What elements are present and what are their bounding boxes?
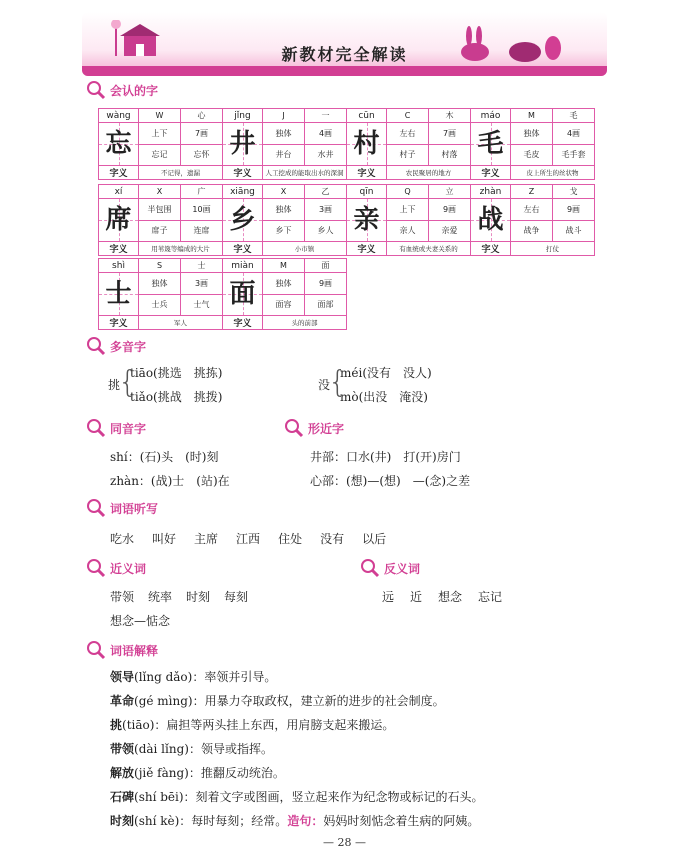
capital: W: [139, 109, 181, 123]
ziyi-label: 字义: [99, 166, 139, 180]
structure: 独体: [263, 123, 305, 145]
fanyi-word: 忘记: [478, 590, 503, 604]
jinyi-word: 时刻: [186, 590, 211, 604]
section-xingjin: [284, 418, 344, 438]
fanyi-word: 想念: [438, 590, 463, 604]
word: 战斗: [553, 220, 595, 242]
word: 水井: [305, 144, 347, 166]
radical: 士: [181, 259, 223, 273]
word: 士兵: [139, 294, 181, 316]
ziyi-label: 字义: [471, 166, 511, 180]
strokes: 9画: [553, 199, 595, 221]
pinyin: shì: [99, 259, 139, 273]
ziyi-label: 字义: [223, 242, 263, 256]
tingxie-word: 没有: [320, 532, 345, 546]
structure: 上下: [387, 199, 429, 221]
meaning: 皮上所生的丝状物: [511, 166, 595, 180]
word: 毛皮: [511, 144, 553, 166]
char-table-row2: [98, 184, 595, 256]
capital: S: [139, 259, 181, 273]
char-cell: 忘: [99, 123, 139, 166]
capital: X: [263, 185, 305, 199]
word: 亲爱: [429, 220, 471, 242]
definition: 时刻(shí kè)：每时每刻；经常。造句：妈妈时刻惦念着生病的阿姨。: [110, 814, 480, 828]
char-cell: 乡: [223, 199, 263, 242]
word: 面部: [305, 294, 347, 316]
pinyin: máo: [471, 109, 511, 123]
capital: C: [387, 109, 429, 123]
section-fanyi: [360, 558, 420, 578]
char-cell: 村: [347, 123, 387, 166]
capital: X: [139, 185, 181, 199]
brace: {: [328, 365, 348, 400]
meaning: 军人: [139, 316, 223, 330]
radical: 心: [181, 109, 223, 123]
fanyi-word: 远: [382, 590, 395, 604]
duoyin-a1: tiāo(挑选 挑拣): [130, 366, 223, 380]
bunnies-icon: [455, 22, 565, 64]
char-cell: 毛: [471, 123, 511, 166]
char-cell: 井: [223, 123, 263, 166]
structure: 半包围: [139, 199, 181, 221]
word: 战争: [511, 220, 553, 242]
strokes: 9画: [305, 273, 347, 295]
word: 亲人: [387, 220, 429, 242]
jinyi-pair: 想念—惦念: [110, 614, 171, 628]
definition: 解放(jiě fàng)：推翻反动统治。: [110, 766, 285, 780]
magnifier-icon: [86, 498, 106, 518]
word: 士气: [181, 294, 223, 316]
magnifier-icon: [86, 640, 106, 660]
capital: Q: [387, 185, 429, 199]
section-title: 多音字: [110, 339, 147, 354]
duoyin-a2: tiǎo(挑战 挑拨): [130, 390, 223, 404]
pinyin: jǐng: [223, 109, 263, 123]
char-cell: 亲: [347, 199, 387, 242]
fanyi-list: [382, 588, 502, 605]
ziyi-label: 字义: [347, 242, 387, 256]
pinyin: wàng: [99, 109, 139, 123]
magnifier-icon: [360, 558, 380, 578]
capital: J: [263, 109, 305, 123]
ziyi-label: 字义: [223, 316, 263, 330]
definition: 领导(lǐng dǎo)：率领并引导。: [110, 670, 277, 684]
word: 连席: [181, 220, 223, 242]
radical: 广: [181, 185, 223, 199]
word: 村落: [429, 144, 471, 166]
radical: 戈: [553, 185, 595, 199]
duoyin-b-char: 没: [318, 378, 331, 392]
pinyin: xí: [99, 185, 139, 199]
section-jieshi: [86, 640, 158, 660]
section-title: 会认的字: [110, 83, 159, 98]
ziyi-label: 字义: [99, 316, 139, 330]
section-duoyin: [86, 336, 146, 356]
capital: M: [511, 109, 553, 123]
char-table-row3: [98, 258, 347, 330]
strokes: 4画: [553, 123, 595, 145]
page-number: — 28 —: [323, 836, 366, 849]
strokes: 10画: [181, 199, 223, 221]
radical: 立: [429, 185, 471, 199]
tingxie-word: 江西: [236, 532, 261, 546]
jinyi-word: 每刻: [224, 590, 249, 604]
section-tongyin: [86, 418, 146, 438]
brace: {: [118, 365, 138, 400]
radical: 木: [429, 109, 471, 123]
structure: 左右: [511, 199, 553, 221]
word: 村子: [387, 144, 429, 166]
jinyi-list: [110, 588, 248, 605]
section-title: 反义词: [384, 561, 421, 576]
duoyin-b1: méi(没有 没人): [340, 366, 432, 380]
section-title: 形近字: [308, 421, 345, 436]
char-cell: 士: [99, 273, 139, 316]
fanyi-word: 近: [410, 590, 423, 604]
meaning: 打仗: [511, 242, 595, 256]
tingxie-word: 主席: [194, 532, 219, 546]
meaning: 农民聚居的地方: [387, 166, 471, 180]
tongyin-line2: zhàn：(战)士 (站)在: [110, 474, 230, 488]
xingjin-line2: 心部：(想)—(想) —(念)之差: [310, 474, 471, 488]
definition: 挑(tiāo)：扁担等两头挂上东西，用肩膀支起来搬运。: [110, 718, 395, 732]
meaning: 用苇篾等编成的大片: [139, 242, 223, 256]
word: 乡人: [305, 220, 347, 242]
radical: 毛: [553, 109, 595, 123]
meaning: 头的前部: [263, 316, 347, 330]
ziyi-label: 字义: [471, 242, 511, 256]
structure: 左右: [387, 123, 429, 145]
section-title: 词语解释: [110, 643, 159, 658]
pinyin: zhàn: [471, 185, 511, 199]
tongyin-line1: shí：(石)头 (时)刻: [110, 450, 219, 464]
magnifier-icon: [284, 418, 304, 438]
meaning: 人工挖成的能取出水的深洞: [263, 166, 347, 180]
radical: 乙: [305, 185, 347, 199]
header-band: [82, 66, 607, 76]
ziyi-label: 字义: [99, 242, 139, 256]
duoyin-a-char: 挑: [108, 378, 121, 392]
tingxie-word: 以后: [362, 532, 387, 546]
structure: 独体: [511, 123, 553, 145]
word: 毛手套: [553, 144, 595, 166]
meaning: 有血统或夫妻关系的: [387, 242, 471, 256]
definition: 石碑(shí bēi)：刻着文字或图画，竖立起来作为纪念物或标记的石头。: [110, 790, 484, 804]
strokes: 3画: [305, 199, 347, 221]
magnifier-icon: [86, 558, 106, 578]
pinyin: cūn: [347, 109, 387, 123]
word: 忘记: [139, 144, 181, 166]
strokes: 4画: [305, 123, 347, 145]
char-cell: 席: [99, 199, 139, 242]
meaning: 小市镇: [263, 242, 347, 256]
radical: 一: [305, 109, 347, 123]
tingxie-list: [110, 530, 386, 547]
ziyi-label: 字义: [223, 166, 263, 180]
char-table-row1: [98, 108, 595, 180]
duoyin-b2: mò(出没 淹没): [340, 390, 428, 404]
magnifier-icon: [86, 80, 106, 100]
word: 席子: [139, 220, 181, 242]
word: 乡下: [263, 220, 305, 242]
strokes: 9画: [429, 199, 471, 221]
meaning: 不记得，遗漏: [139, 166, 223, 180]
structure: 独体: [139, 273, 181, 295]
radical: 面: [305, 259, 347, 273]
section-title: 同音字: [110, 421, 147, 436]
pinyin: xiāng: [223, 185, 263, 199]
house-icon: [110, 20, 170, 60]
tingxie-word: 住处: [278, 532, 303, 546]
capital: M: [263, 259, 305, 273]
section-jinyi: [86, 558, 146, 578]
word: 忘怀: [181, 144, 223, 166]
jinyi-word: 统率: [148, 590, 173, 604]
section-tingxie: [86, 498, 158, 518]
section-title: 词语听写: [110, 501, 159, 516]
tingxie-word: 吃水: [110, 532, 135, 546]
strokes: 7画: [181, 123, 223, 145]
pinyin: miàn: [223, 259, 263, 273]
word: 井台: [263, 144, 305, 166]
word: 面容: [263, 294, 305, 316]
strokes: 3画: [181, 273, 223, 295]
magnifier-icon: [86, 336, 106, 356]
tingxie-word: 叫好: [152, 532, 177, 546]
structure: 独体: [263, 273, 305, 295]
magnifier-icon: [86, 418, 106, 438]
char-cell: 战: [471, 199, 511, 242]
structure: 上下: [139, 123, 181, 145]
strokes: 7画: [429, 123, 471, 145]
header-title: 新教材完全解读: [281, 45, 408, 64]
jinyi-word: 带领: [110, 590, 135, 604]
section-huiren: [86, 80, 158, 100]
pinyin: qīn: [347, 185, 387, 199]
capital: Z: [511, 185, 553, 199]
definition: 带领(dài lǐng)：领导或指挥。: [110, 742, 273, 756]
structure: 独体: [263, 199, 305, 221]
definition: 革命(gé mìng)：用暴力夺取政权，建立新的进步的社会制度。: [110, 694, 445, 708]
section-title: 近义词: [110, 561, 147, 576]
xingjin-line1: 井部：口水(井) 打(开)房门: [310, 450, 461, 464]
ziyi-label: 字义: [347, 166, 387, 180]
char-cell: 面: [223, 273, 263, 316]
